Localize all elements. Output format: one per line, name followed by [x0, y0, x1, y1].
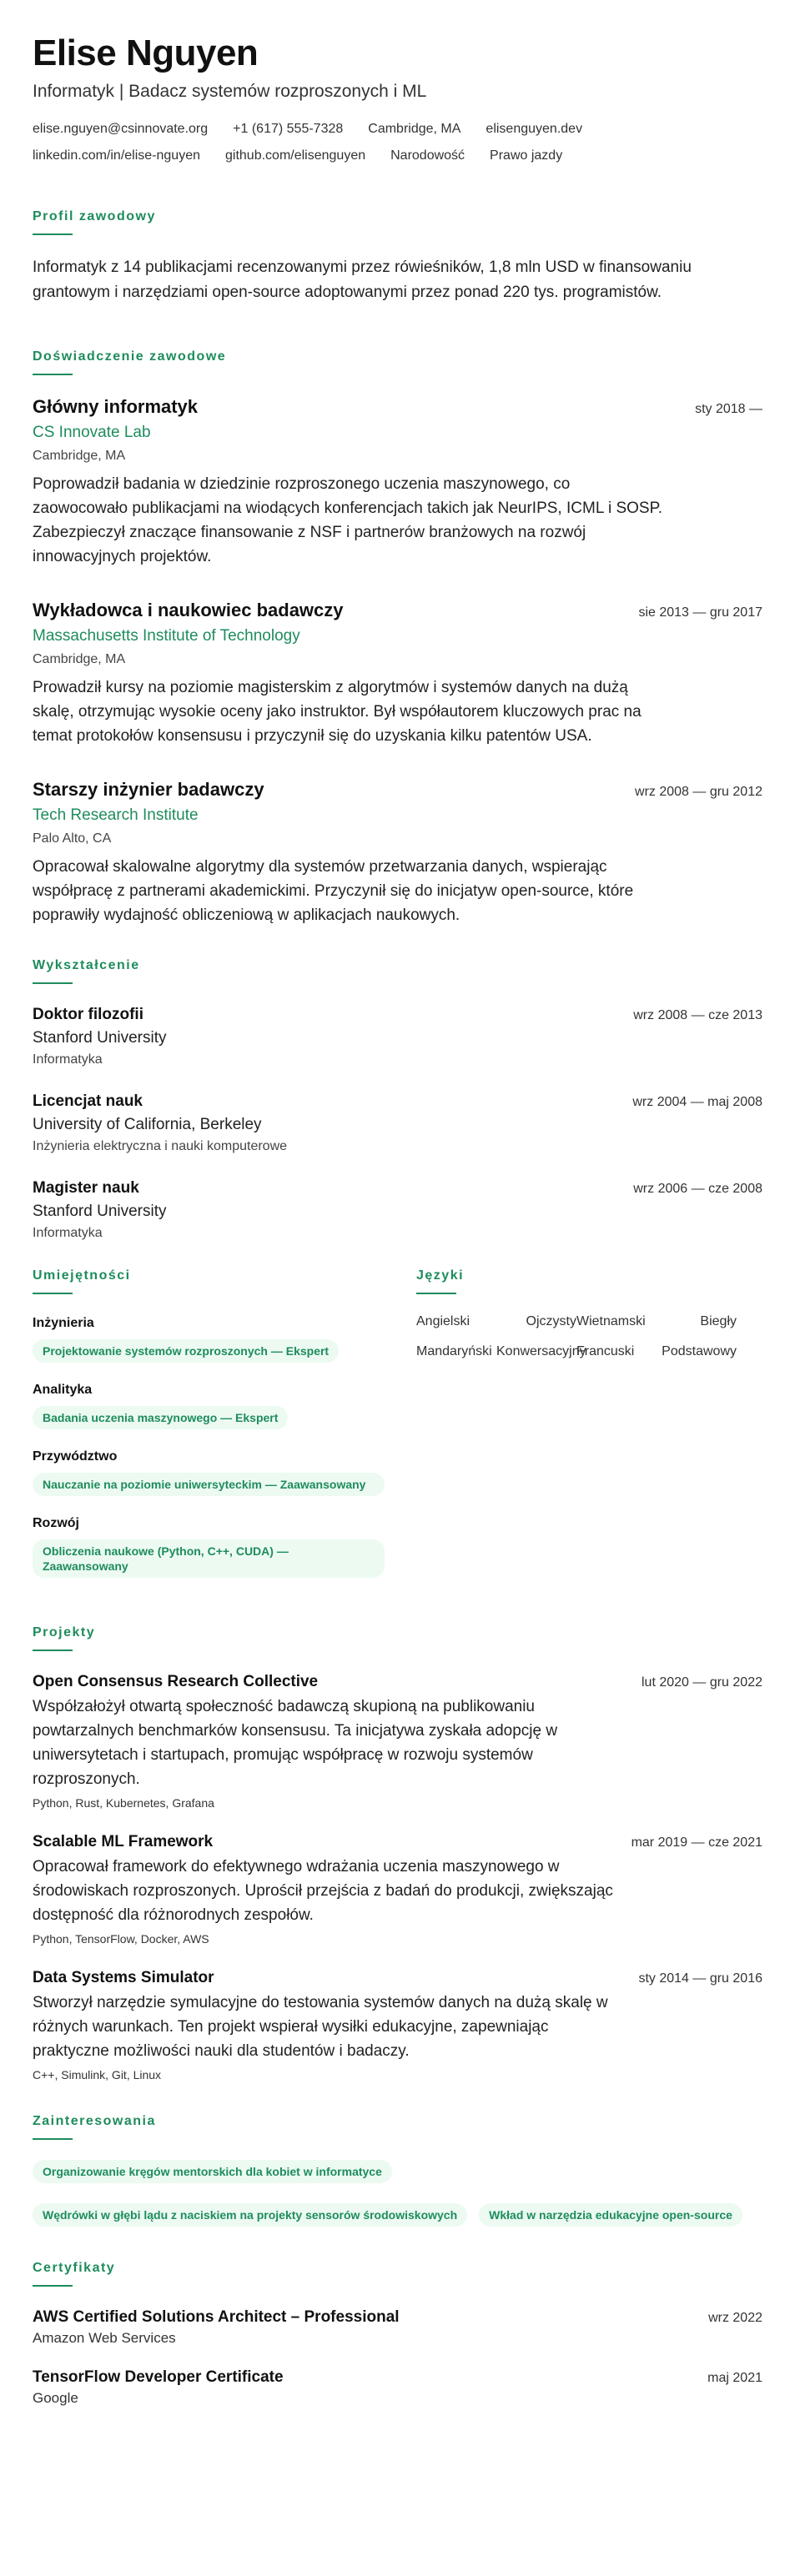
contact-website[interactable]: elisenguyen.dev — [486, 122, 583, 136]
certification-issuer: Google — [33, 2390, 78, 2406]
project-title: Open Consensus Research Collective — [33, 1673, 319, 1690]
project-description: Opracował framework do efektywnego wdrażania uczenia maszynowego w środowiskach rozproszonych. Uprościł przejścia z badań do produkcji, zwiększając dostępność dla różnorodnych zespołów. — [33, 1858, 613, 1924]
project-tech: Python, TensorFlow, Docker, AWS — [33, 1932, 209, 1946]
job-date: sie 2013 — gru 2017 — [638, 605, 762, 620]
education-degree: Magister nauk — [33, 1179, 139, 1197]
section-divider — [33, 1293, 73, 1294]
interest-chip: Wkład w narzędzia edukacyjne open-source — [479, 2203, 742, 2227]
candidate-subtitle: Informatyk | Badacz systemów rozproszonych i ML — [33, 82, 427, 101]
job-entry — [33, 395, 762, 569]
education-entry — [33, 1091, 762, 1156]
project-date: sty 2014 — gru 2016 — [638, 1971, 762, 1986]
section-title: Umiejętności — [33, 1268, 131, 1283]
language-name: Wietnamski — [576, 1314, 646, 1328]
education-school: Stanford University — [33, 1029, 167, 1047]
language-name: Mandaryński — [416, 1344, 492, 1358]
job-date: sty 2018 — — [695, 402, 762, 416]
certification-entry — [33, 2307, 762, 2348]
job-entry — [33, 778, 762, 927]
skill-group — [33, 1514, 416, 1578]
certification-date: wrz 2022 — [708, 2311, 762, 2325]
header — [33, 32, 762, 165]
languages-grid — [416, 1314, 762, 1359]
section-title: Wykształcenie — [33, 958, 140, 972]
certification-date: maj 2021 — [707, 2371, 762, 2385]
language-name: Francuski — [576, 1344, 635, 1358]
language-level: Konwersacyjny — [496, 1344, 586, 1358]
contact-list — [33, 120, 667, 165]
contact-drivers-license: Prawo jazdy — [490, 148, 563, 163]
contact-nationality: Narodowość — [390, 148, 465, 163]
section-title: Profil zawodowy — [33, 209, 156, 223]
interest-chip: Organizowanie kręgów mentorskich dla kobiet w informatyce — [33, 2160, 392, 2183]
job-location: Cambridge, MA — [33, 449, 126, 463]
project-tech: C++, Simulink, Git, Linux — [33, 2068, 162, 2081]
skill-category: Inżynieria — [33, 1316, 94, 1330]
section-title: Certyfikaty — [33, 2261, 116, 2275]
project-entry — [33, 1967, 762, 2083]
skill-chip: Nauczanie na poziomie uniwersyteckim — Zaawansowany — [33, 1473, 385, 1496]
skill-category: Przywództwo — [33, 1449, 118, 1464]
education-date: wrz 2004 — maj 2008 — [632, 1095, 762, 1109]
interest-chip: Wędrówki w głębi lądu z naciskiem na projekty sensorów środowiskowych — [33, 2203, 467, 2227]
section-title: Języki — [416, 1268, 465, 1283]
project-date: mar 2019 — cze 2021 — [631, 1835, 762, 1850]
education-section — [33, 957, 762, 1243]
education-date: wrz 2006 — cze 2008 — [633, 1182, 762, 1196]
project-entry — [33, 1831, 762, 1947]
project-title: Data Systems Simulator — [33, 1969, 214, 1986]
certification-title: AWS Certified Solutions Architect – Professional — [33, 2308, 400, 2326]
language-name: Angielski — [416, 1314, 470, 1328]
section-title: Doświadczenie zawodowe — [33, 349, 227, 364]
education-school: Stanford University — [33, 1203, 167, 1220]
section-divider — [33, 374, 73, 375]
experience-section — [33, 349, 762, 927]
section-title: Zainteresowania — [33, 2114, 156, 2128]
job-company: Massachusetts Institute of Technology — [33, 627, 300, 645]
job-entry — [33, 599, 762, 748]
contact-email[interactable]: elise.nguyen@csinnovate.org — [33, 122, 209, 136]
project-tech: Python, Rust, Kubernetes, Grafana — [33, 1796, 214, 1810]
section-divider — [33, 2285, 73, 2287]
project-date: lut 2020 — gru 2022 — [642, 1675, 762, 1690]
projects-section — [33, 1624, 762, 2083]
project-title: Scalable ML Framework — [33, 1833, 214, 1850]
job-date: wrz 2008 — gru 2012 — [635, 785, 762, 799]
project-description: Stworzył narzędzie symulacyjne do testowania systemów danych na dużą skalę w różnych warunkach. Ten projekt wspierał wysiłki edukacyjne, zapewniając praktyczne możliwości nauki dla studentów i badaczy. — [33, 1994, 608, 2060]
education-field: Informatyka — [33, 1052, 103, 1067]
job-description: Prowadził kursy na poziomie magisterskim z algorytmów i systemów danych na dużą skalę, otrzymując wysokie oceny jako instruktor. Był współautorem kluczowych prac na temat protokołów konsensusu i przyczynił się do uzyskania kilku patentów USA. — [33, 679, 642, 745]
job-description: Poprowadził badania w dziedzinie rozproszonego uczenia maszynowego, co zaowocowało publikacjami na wiodących konferencjach takich jak NeurIPS, ICML i SOSP. Zabezpieczył znaczące finansowanie z NSF i partnerów branżowych na rozwój innowacyjnych projektów. — [33, 475, 663, 565]
job-title: Starszy inżynier badawczy — [33, 779, 264, 800]
certifications-section — [33, 2260, 762, 2408]
certification-issuer: Amazon Web Services — [33, 2330, 176, 2346]
contact-phone[interactable]: +1 (617) 555-7328 — [233, 122, 344, 136]
languages-section — [416, 1268, 762, 1596]
summary-text: Informatyk z 14 publikacjami recenzowanymi przez rówieśników, 1,8 mln USD w finansowaniu grantowym i narzędziami open-source adoptowanymi przez ponad 220 tys. programistów. — [33, 259, 692, 301]
summary-section — [33, 208, 762, 305]
education-degree: Doktor filozofii — [33, 1006, 143, 1023]
job-location: Cambridge, MA — [33, 652, 126, 666]
section-title: Projekty — [33, 1625, 96, 1640]
section-divider — [33, 233, 73, 235]
job-company: Tech Research Institute — [33, 806, 199, 824]
skill-group — [33, 1448, 416, 1496]
job-company: CS Innovate Lab — [33, 424, 151, 441]
candidate-name: Elise Nguyen — [33, 33, 259, 73]
project-entry — [33, 1671, 762, 1811]
certification-title: TensorFlow Developer Certificate — [33, 2368, 284, 2386]
job-description: Opracował skalowalne algorytmy dla systemów przetwarzania danych, wspierając współpracę z partnerami akademickimi. Przyczynił się do inicjatyw open-source, które poprawiły wydajność obliczeniową w aplikacjach naukowych. — [33, 858, 634, 924]
education-date: wrz 2008 — cze 2013 — [633, 1008, 762, 1022]
education-field: Informatyka — [33, 1226, 103, 1240]
job-title: Wykładowca i naukowiec badawczy — [33, 600, 344, 620]
skill-chip: Obliczenia naukowe (Python, C++, CUDA) — Zaawansowany — [33, 1539, 385, 1578]
skill-group — [33, 1381, 416, 1429]
language-level: Ojczysty — [526, 1314, 576, 1328]
skills-section — [33, 1268, 416, 1596]
education-school: University of California, Berkeley — [33, 1116, 262, 1133]
certification-entry — [33, 2367, 762, 2408]
job-title: Główny informatyk — [33, 396, 199, 417]
skill-chip: Projektowanie systemów rozproszonych — Ekspert — [33, 1339, 339, 1363]
section-divider — [416, 1293, 456, 1294]
section-divider — [33, 1650, 73, 1651]
skills-languages-row — [33, 1268, 762, 1596]
language-level: Podstawowy — [662, 1344, 737, 1358]
language-level: Biegły — [700, 1314, 737, 1328]
interests-section — [33, 2113, 762, 2227]
project-description: Współzałożył otwartą społeczność badawczą skupioną na publikowaniu powtarzalnych benchmarków konsensusu. Ta inicjatywa zyskała adopcję w uniwersytetach i startupach, promując współpracę w rozwoju systemów rozproszonych. — [33, 1698, 558, 1788]
skill-category: Analityka — [33, 1383, 93, 1397]
education-degree: Licencjat nauk — [33, 1092, 143, 1110]
section-divider — [33, 982, 73, 984]
skill-chip: Badania uczenia maszynowego — Ekspert — [33, 1406, 288, 1429]
skill-group — [33, 1314, 416, 1363]
contact-github[interactable]: github.com/elisenguyen — [225, 148, 366, 163]
interests-list — [33, 2160, 762, 2227]
education-field: Inżynieria elektryczna i nauki komputerowe — [33, 1139, 288, 1153]
skill-category: Rozwój — [33, 1516, 79, 1530]
education-entry — [33, 1004, 762, 1069]
job-location: Palo Alto, CA — [33, 831, 112, 846]
contact-location: Cambridge, MA — [368, 122, 461, 136]
contact-linkedin[interactable]: linkedin.com/in/elise-nguyen — [33, 148, 200, 163]
section-divider — [33, 2138, 73, 2140]
education-entry — [33, 1178, 762, 1243]
